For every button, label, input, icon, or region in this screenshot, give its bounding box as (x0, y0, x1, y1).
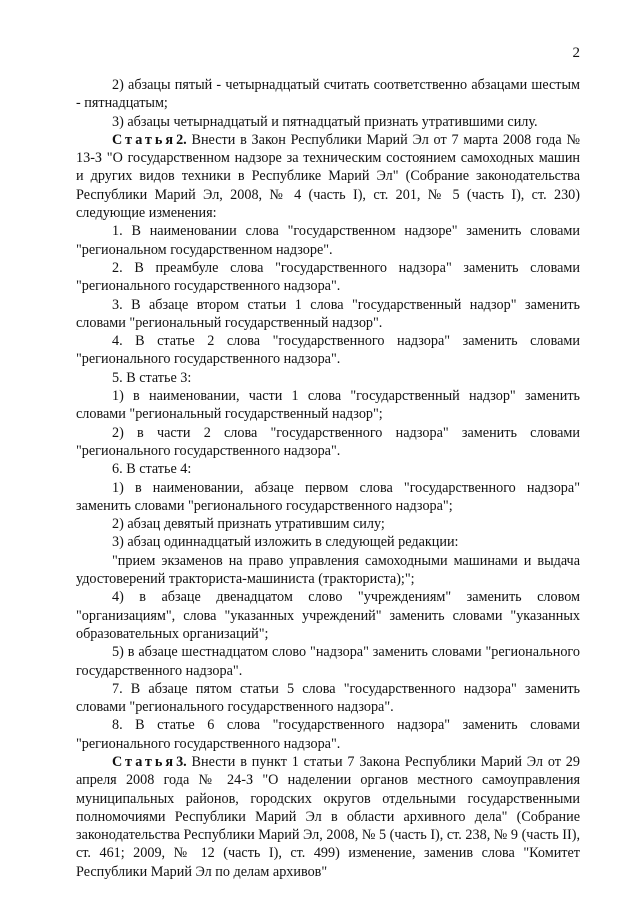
page-number: 2 (572, 45, 580, 61)
paragraph-point-6: 6. В статье 4: (112, 461, 192, 478)
paragraph-point-5-sub-1: 1) в наименовании, части 1 слова "государственный надзор" заменить словами "региональный государственный надзор"; (76, 388, 580, 423)
paragraph-point-5-sub-2: 2) в части 2 слова "государственного надзора" заменить словами "регионального государственного надзора". (76, 424, 580, 459)
paragraph-point-6-sub-4: 4) в абзаце двенадцатом слово "учреждениям" заменить словом "организациям", слова "указанных учреждений" заменить словами "указанных образовательных организаций"; (76, 589, 580, 642)
paragraph-quote: "прием экзаменов на право управления самоходными машинами и выдача удостоверений тракториста-машиниста (тракториста);"; (76, 552, 580, 588)
paragraph-point-6-sub-1: 1) в наименовании, абзаце первом слова "государственного надзора" заменить словами "регионального государственного надзора"; (76, 479, 580, 514)
paragraph-point-1: 1. В наименовании слова "государственном надзоре" заменить словами "региональном государственном надзоре". (76, 223, 580, 258)
paragraph-point-2: 2. В преамбуле слова "государственного надзора" заменить словами "регионального государственного надзора". (76, 259, 580, 295)
article-3-paragraph (76, 753, 580, 881)
paragraph-point-3: 3. В абзаце втором статьи 1 слова "государственный надзор" заменить словами "региональный государственный надзор". (76, 296, 580, 331)
paragraph-point-6-sub-5: 5) в абзаце шестнадцатом слово "надзора" заменить словами "регионального государственного надзора". (76, 644, 580, 679)
article-3-text: Внести в пункт 1 статьи 7 Закона Республики Марий Эл от 29 апреля 2008 года № 24-З "О наделении органов местного самоуправления муниципальных районов, городских округов отдельными государственными полномочиями Республики Марий Эл в области архивного дела" (Собрание законодательства Республики Марий Эл, 2008, № 5 (часть I), ст. 238, № 9 (часть II), ст. 461; 2009, № 12 (часть I), ст. 499) изменение, заменив слова "Комитет Республики Марий Эл по делам архивов" (76, 753, 580, 880)
article-2-heading: Статья2. (112, 131, 187, 148)
paragraph-point-4: 4. В статье 2 слова "государственного надзора" заменить словами "регионального государственного надзора". (76, 333, 580, 368)
paragraph-item-2: 2) абзацы пятый - четырнадцатый считать соответственно абзацами шестым - пятнадцатым; (76, 77, 580, 112)
article-3-heading: Статья3. (112, 753, 187, 770)
paragraph-point-6-sub-3: 3) абзац одиннадцатый изложить в следующей редакции: (112, 534, 459, 551)
paragraph-item-3: 3) абзацы четырнадцатый и пятнадцатый признать утратившими силу. (112, 113, 538, 130)
paragraph-point-5: 5. В статье 3: (112, 369, 192, 386)
document-body (76, 76, 580, 881)
paragraph-point-6-sub-2: 2) абзац девятый признать утратившим силу; (112, 516, 385, 533)
paragraph-point-8: 8. В статье 6 слова "государственного надзора" заменить словами "регионального государственного надзора". (76, 717, 580, 752)
paragraph-point-7: 7. В абзаце пятом статьи 5 слова "государственного надзора" заменить словами "регионального государственного надзора". (76, 680, 580, 716)
article-2-text: Внести в Закон Республики Марий Эл от 7 марта 2008 года № 13-З "О государственном надзоре за техническим состоянием самоходных машин и других видов техники в Республике Марий Эл" (Собрание законодательства Республики Марий Эл, 2008, № 4 (часть I), ст. 201, № 5 (часть I), ст. 230) следующие изменения: (76, 131, 580, 222)
article-2-paragraph (76, 131, 580, 222)
